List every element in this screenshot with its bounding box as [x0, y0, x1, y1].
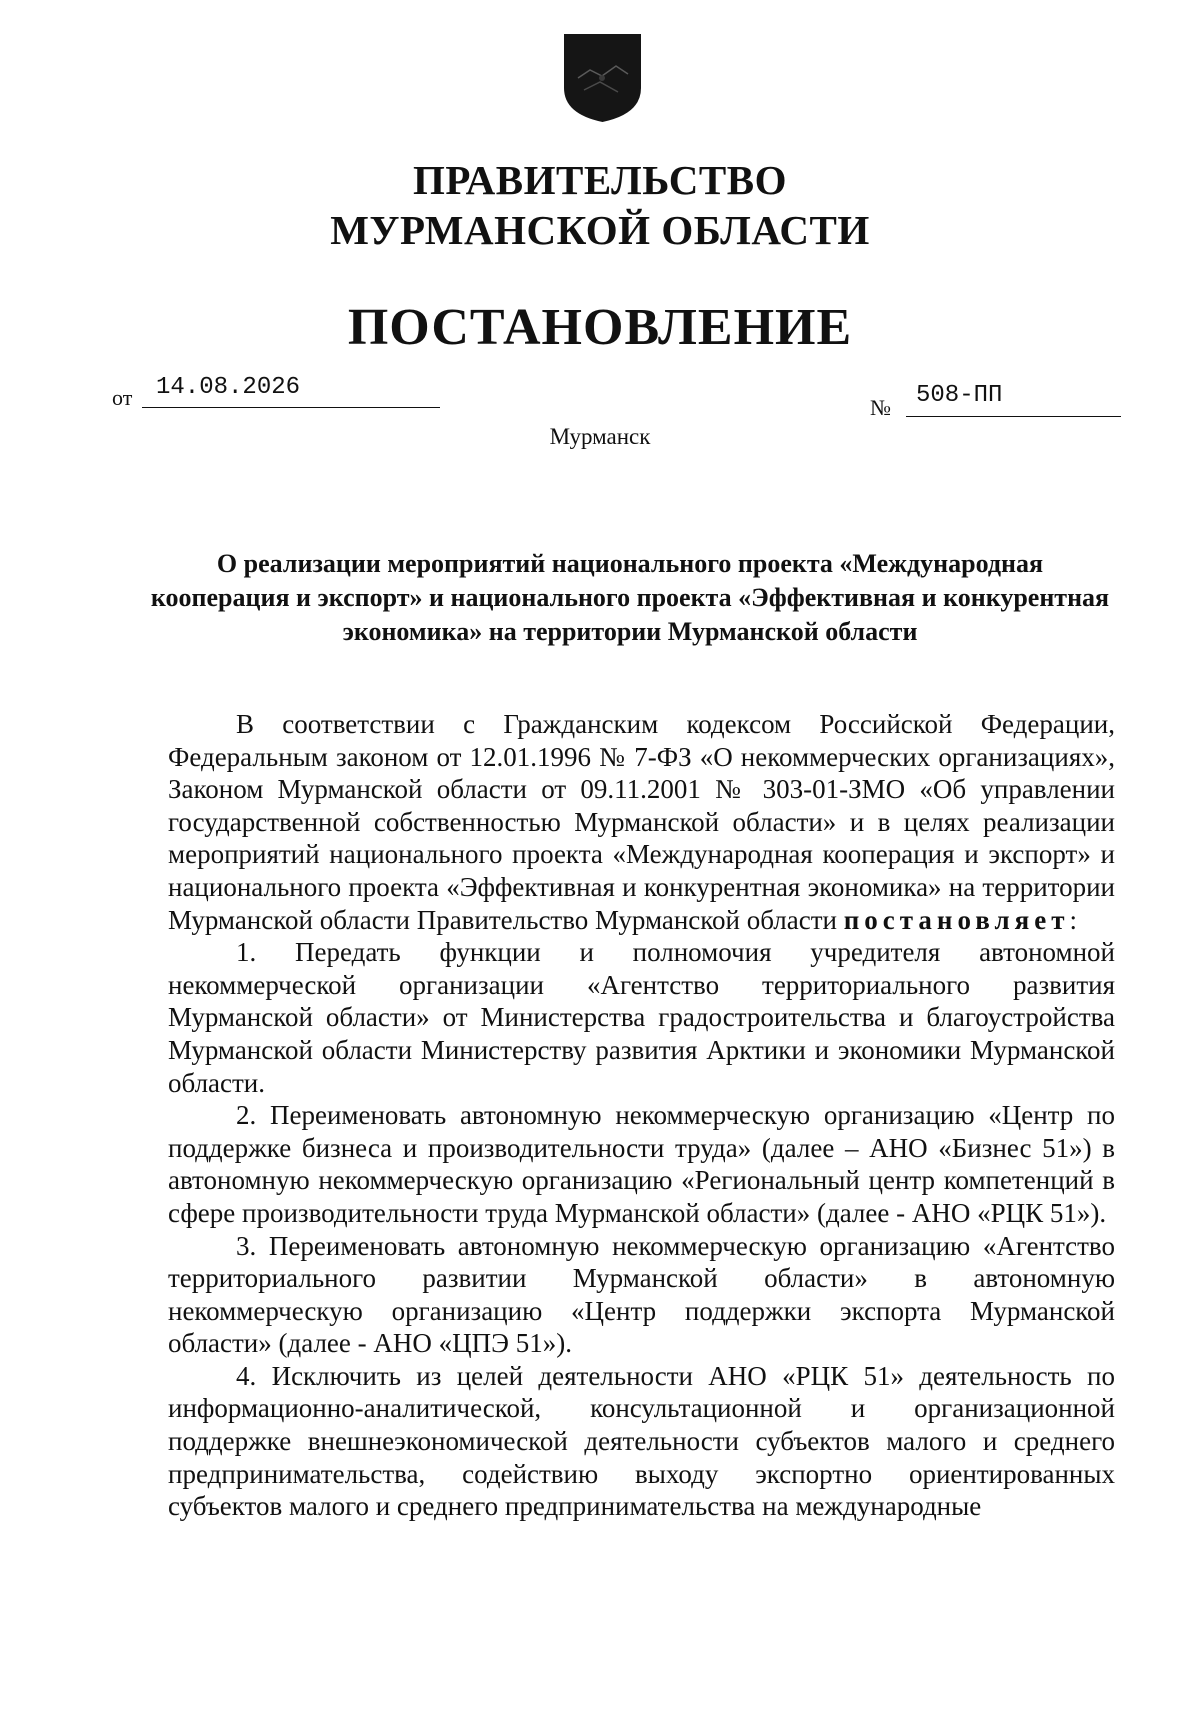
number-value: 508-ПП — [906, 383, 1121, 417]
paragraph-item-4: 4. Исключить из целей деятельности АНО «РЦК 51» деятельность по информационно-аналитической, консультационной и организационной поддержке внешнеэкономической деятельности субъектов малого и среднего предпринимательства, содействию выходу экспортно ориентированных субъектов малого и среднего предпринимательства на международные — [168, 1360, 1115, 1522]
city-name: Мурманск — [549, 424, 651, 449]
coat-of-arms-icon — [560, 30, 645, 125]
government-name-line1: ПРАВИТЕЛЬСТВО — [412, 157, 788, 203]
document-type-title: ПОСТАНОВЛЕНИЕ — [347, 299, 853, 356]
paragraph-item-2: 2. Переименовать автономную некоммерческую организацию «Центр по поддержке бизнеса и производительности труда» (далее – АНО «Бизнес 51») в автономную некоммерческую организацию «Региональный центр компетенций в сфере производительности труда Мурманской области» (далее - АНО «РЦК 51»). — [168, 1100, 1115, 1228]
preamble-paragraph — [168, 708, 1115, 936]
paragraph-item-1: 1. Передать функции и полномочия учредителя автономной некоммерческой организации «Агентство территориального развития Мурманской области» от Министерства градостроительства и благоустройства Мурманской области Министерству развития Арктики и экономики Мурманской области. — [168, 937, 1115, 1098]
document-body — [168, 708, 1115, 1523]
date-value: 14.08.2026 — [142, 375, 440, 408]
number-prefix: № — [870, 395, 891, 420]
preamble-end: : — [1069, 904, 1078, 935]
preamble-text: В соответствии с Гражданским кодексом Российской Федерации, Федеральным законом от 12.01.1996 № 7-ФЗ «О некоммерческих организациях», Законом Мурманской области от 09.11.2001 № 303-01-ЗМО «Об управлении государственной собственностью Мурманской области» и в целях реализации мероприятий национального проекта «Международная кооперация и экспорт» и национального проекта «Эффективная и конкурентная экономика» на территории Мурманской области Правительство Мурманской области — [168, 709, 1115, 935]
decree-word: постановляет — [843, 904, 1070, 935]
paragraph-item-3: 3. Переименовать автономную некоммерческую организацию «Агентство территориального развитии Мурманской области» в автономную некоммерческую организацию «Центр поддержки экспорта Мурманской области» (далее - АНО «ЦПЭ 51»). — [168, 1230, 1115, 1359]
government-name-line2: МУРМАНСКОЙ ОБЛАСТИ — [330, 207, 870, 253]
date-prefix: от — [112, 385, 133, 410]
document-subject: О реализации мероприятий национального проекта «Международная кооперация и экспорт» и национального проекта «Эффективная и конкурентная экономика» на территории Мурманской области — [150, 549, 1110, 646]
